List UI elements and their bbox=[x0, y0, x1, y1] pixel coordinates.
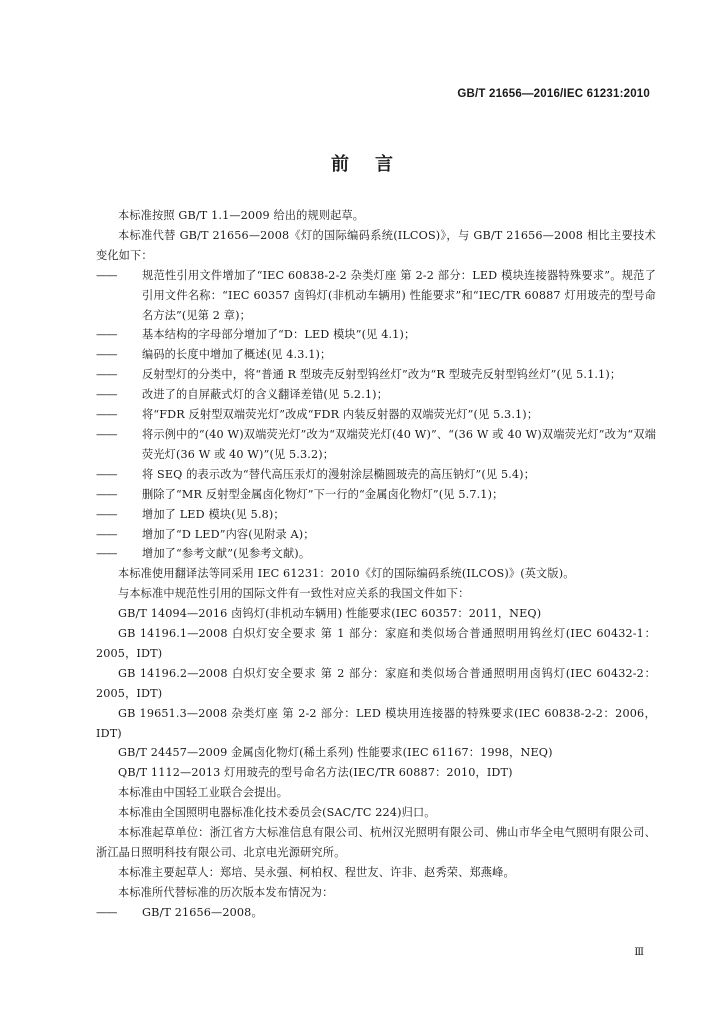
paragraph-text: 将“FDR 反射型双端荧光灯”改成“FDR 内装反射器的双端荧光灯”(见 5.3.1)； bbox=[142, 408, 539, 422]
list-dash: —— bbox=[96, 507, 117, 521]
list-item bbox=[96, 485, 656, 505]
paragraph-text: 本标准按照 GB/T 1.1—2009 给出的规则起草。 bbox=[118, 209, 365, 222]
paragraph-text: GB/T 21656—2008。 bbox=[142, 905, 263, 919]
list-item bbox=[96, 544, 656, 564]
paragraph-text: 增加了“参考文献”(见参考文献)。 bbox=[142, 547, 311, 561]
paragraph-text: 本标准使用翻译法等同采用 IEC 61231：2010《灯的国际编码系统(ILCOS)》(英文版)。 bbox=[118, 567, 575, 581]
paragraph-text: 基本结构的字母部分增加了“D：LED 模块”(见 4.1)； bbox=[142, 328, 416, 342]
paragraph-text: 规范性引用文件增加了“IEC 60838-2-2 杂类灯座 第 2-2 部分：LED 模块连接器特殊要求”。规范了引用文件名称：“IEC 60357 卤钨灯(非机动车辆用) 性能要求”和“IEC/TR 60887 灯用玻壳的型号命名方法”(见第 2 章)； bbox=[142, 268, 656, 322]
list-dash: —— bbox=[96, 348, 117, 362]
paragraph-text: GB/T 14094—2016 卤钨灯(非机动车辆用) 性能要求(IEC 60357：2011，NEQ) bbox=[118, 607, 542, 621]
paragraph bbox=[96, 783, 656, 803]
paragraph-text: GB/T 24457—2009 金属卤化物灯(稀土系列) 性能要求(IEC 61167：1998，NEQ) bbox=[118, 746, 553, 760]
paragraph bbox=[96, 584, 656, 604]
paragraph-text: 本标准主要起草人：郑培、吴永强、柯柏权、程世友、许非、赵秀荣、郑燕峰。 bbox=[118, 865, 515, 879]
paragraph-text: QB/T 1112—2013 灯用玻壳的型号命名方法(IEC/TR 60887：2010，IDT) bbox=[118, 766, 513, 780]
page-title: 前言 bbox=[331, 154, 419, 175]
list-dash: —— bbox=[96, 467, 117, 481]
paragraph-text: 本标准代替 GB/T 21656—2008《灯的国际编码系统(ILCOS)》，与 GB/T 21656—2008 相比主要技术变化如下： bbox=[96, 228, 656, 262]
paragraph bbox=[96, 803, 656, 823]
paragraph-text: 编码的长度中增加了概述(见 4.3.1)； bbox=[142, 348, 332, 362]
list-dash: —— bbox=[96, 368, 117, 382]
list-dash: —— bbox=[96, 427, 117, 441]
paragraph bbox=[96, 624, 656, 664]
paragraph-text: 本标准由全国照明电器标准化技术委员会(SAC/TC 224)归口。 bbox=[118, 806, 436, 820]
list-item bbox=[96, 505, 656, 525]
list-item bbox=[96, 525, 656, 545]
list-item bbox=[96, 266, 656, 326]
list-dash: —— bbox=[96, 408, 117, 422]
paragraph-text: 改进了的自屏蔽式灯的含义翻译差错(见 5.2.1)； bbox=[142, 388, 389, 402]
paragraph-text: 本标准起草单位：浙江省方大标准信息有限公司、杭州汉光照明有限公司、佛山市华全电气照明有限公司、浙江晶日照明科技有限公司、北京电光源研究所。 bbox=[96, 826, 656, 859]
list-dash: —— bbox=[96, 527, 117, 541]
list-item bbox=[96, 385, 656, 405]
paragraph bbox=[96, 206, 656, 226]
list-dash: —— bbox=[96, 905, 117, 919]
paragraph bbox=[96, 564, 656, 584]
paragraph bbox=[96, 664, 656, 704]
paragraph-text: 将示例中的“(40 W)双端荧光灯”改为“双端荧光灯(40 W)”、“(36 W 或 40 W)双端荧光灯”改为“双端荧光灯(36 W 或 40 W)”(见 5.3.2)； bbox=[142, 427, 656, 461]
paragraph bbox=[96, 704, 656, 744]
list-item bbox=[96, 425, 656, 465]
list-dash: —— bbox=[96, 268, 117, 282]
paragraph-text: 增加了 LED 模块(见 5.8)； bbox=[142, 507, 285, 521]
paragraph bbox=[96, 226, 656, 266]
list-item bbox=[96, 405, 656, 425]
list-dash: —— bbox=[96, 388, 117, 402]
list-dash: —— bbox=[96, 547, 117, 561]
paragraph bbox=[96, 883, 656, 903]
list-dash: —— bbox=[96, 487, 117, 501]
list-item bbox=[96, 325, 656, 345]
list-item bbox=[96, 365, 656, 385]
paragraph-text: 反射型灯的分类中，将“普通 R 型玻壳反射型钨丝灯”改为“R 型玻壳反射型钨丝灯”(见 5.1.1)； bbox=[142, 368, 622, 382]
document-body bbox=[96, 206, 656, 923]
paragraph bbox=[96, 743, 656, 763]
paragraph-text: 增加了“D LED”内容(见附录 A)； bbox=[142, 527, 315, 541]
list-item bbox=[96, 903, 656, 923]
paragraph-text: 本标准所代替标准的历次版本发布情况为： bbox=[118, 885, 334, 899]
paragraph-text: 本标准由中国轻工业联合会提出。 bbox=[118, 786, 289, 800]
paragraph bbox=[96, 604, 656, 624]
paragraph bbox=[96, 823, 656, 863]
list-dash: —— bbox=[96, 328, 117, 342]
list-item bbox=[96, 345, 656, 365]
page-number: Ⅲ bbox=[634, 947, 644, 958]
list-item bbox=[96, 465, 656, 485]
paragraph-text: 将 SEQ 的表示改为“替代高压汞灯的漫射涂层椭圆玻壳的高压钠灯”(见 5.4)； bbox=[142, 467, 536, 481]
paragraph bbox=[96, 863, 656, 883]
paragraph-text: GB 14196.2—2008 白炽灯安全要求 第 2 部分：家庭和类似场合普通照明用卤钨灯(IEC 60432-2：2005，IDT) bbox=[96, 666, 656, 700]
paragraph-text: GB 14196.1—2008 白炽灯安全要求 第 1 部分：家庭和类似场合普通照明用钨丝灯(IEC 60432-1：2005，IDT) bbox=[96, 627, 656, 660]
paragraph-text: 删除了“MR 反射型金属卤化物灯”下一行的“金属卤化物灯”(见 5.7.1)； bbox=[142, 487, 504, 501]
standard-code: GB/T 21656—2016/IEC 61231:2010 bbox=[457, 88, 650, 100]
paragraph bbox=[96, 763, 656, 783]
paragraph-text: GB 19651.3—2008 杂类灯座 第 2-2 部分：LED 模块用连接器的特殊要求(IEC 60838-2-2：2006，IDT) bbox=[96, 706, 656, 740]
paragraph-text: 与本标准中规范性引用的国际文件有一致性对应关系的我国文件如下： bbox=[118, 587, 470, 601]
